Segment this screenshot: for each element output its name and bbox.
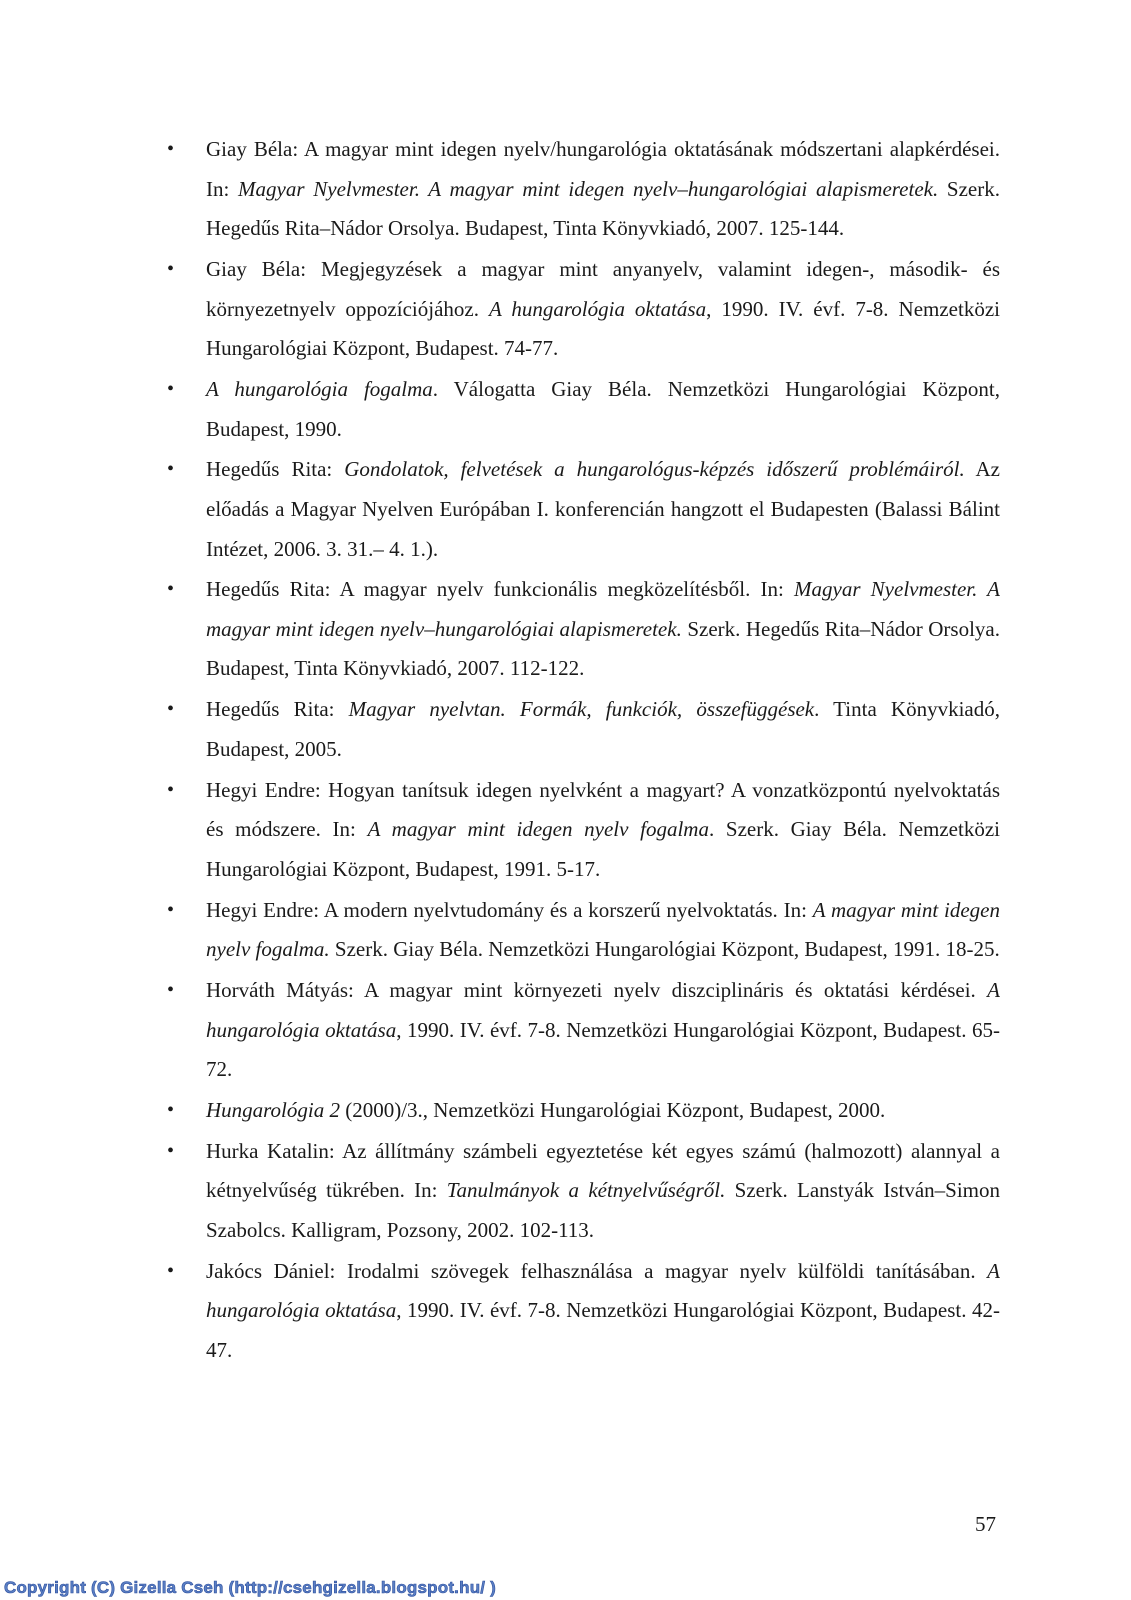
bibliography-entry [167, 891, 1000, 970]
bullet-icon: • [167, 698, 175, 721]
entry-text: Hegyi Endre: Hogyan tanítsuk idegen nyelvként a magyart? A vonzatközpontú nyelvoktatás és módszere. In: [206, 777, 1000, 842]
entry-text: Giay Béla: A magyar mint idegen nyelv/hungarológia oktatásának módszertani alapkérdései. In: [206, 137, 1000, 201]
bibliography-list [167, 130, 1000, 1372]
entry-text: Hegedűs Rita: A magyar nyelv funkcionális megközelítésből. In: [206, 577, 795, 602]
copyright-watermark: Copyright (C) Gizella Cseh (http://csehgizella.blogspot.hu/ ) [4, 1578, 496, 1597]
bibliography-entry [167, 771, 1000, 890]
page-number: 57 [975, 1512, 996, 1536]
entry-text: Giay Béla: Megjegyzések a magyar mint anyanyelv, valamint idegen-, második- és környezetnyelv oppozíciójához. [206, 256, 1000, 321]
entry-title: Tanulmányok a kétnyelvűségről. [446, 1178, 726, 1203]
entry-title: Hungarológia 2 [206, 1097, 340, 1122]
bullet-icon: • [167, 1139, 175, 1162]
entry-text: . Tinta Könyvkiadó, Budapest, 2005. [206, 697, 1001, 761]
entry-text: Az előadás a Magyar Nyelven Európában I. konferencián hangzott el Budapesten (Balassi Bálint Intézet, 2006. 3. 31.– 4. 1.). [206, 457, 1001, 561]
entry-title: A magyar mint idegen nyelv fogalma [367, 817, 709, 842]
entry-title: Magyar nyelvtan. Formák, funkciók, összefüggések [348, 697, 815, 722]
bibliography-entry [167, 250, 1000, 369]
bullet-icon: • [167, 138, 175, 160]
bibliography-entry [167, 370, 1000, 449]
bullet-icon: • [167, 898, 175, 921]
entry-text: , 1990. IV. évf. 7-8. Nemzetközi Hungarológiai Központ, Budapest. 42-47. [206, 1298, 1000, 1362]
entry-text: Szerk. Hegedűs Rita–Nádor Orsolya. Budapest, Tinta Könyvkiadó, 2007. 125-144. [206, 176, 1000, 241]
entry-title: Magyar Nyelvmester. A magyar mint idegen nyelv–hungarológiai alapismeretek. [238, 176, 939, 201]
entry-text: , 1990. IV. évf. 7-8. Nemzetközi Hungarológiai Központ, Budapest. 65-72. [206, 1017, 1000, 1082]
bullet-icon: • [167, 778, 175, 801]
bullet-icon: • [167, 1259, 175, 1282]
bibliography-entry [167, 971, 1000, 1090]
entry-text: Hegyi Endre: A modern nyelvtudomány és a korszerű nyelvoktatás. In: [206, 897, 813, 922]
entry-text: Szerk. Lanstyák István–Simon Szabolcs. Kalligram, Pozsony, 2002. 102-113. [206, 1178, 1000, 1242]
entry-text: Horváth Mátyás: A magyar mint környezeti nyelv diszciplináris és oktatási kérdései. [206, 977, 988, 1002]
bibliography-entry [167, 570, 1000, 689]
entry-text: Hegedűs Rita: [206, 457, 345, 482]
entry-title: Gondolatok, felvetések a hungarológus-képzés időszerű problémáiról. [344, 457, 965, 482]
entry-text: Szerk. Giay Béla. Nemzetközi Hungarológiai Központ, Budapest, 1991. 18-25. [329, 937, 1000, 962]
bullet-icon: • [167, 578, 175, 601]
entry-text: Hegedűs Rita: [206, 697, 349, 722]
entry-text: . Válogatta Giay Béla. Nemzetközi Hungarológiai Központ, Budapest, 1990. [206, 376, 1000, 441]
bullet-icon: • [167, 978, 175, 1001]
bibliography-entry [167, 1091, 1000, 1131]
bibliography-entry [167, 1132, 1000, 1251]
entry-title: A hungarológia oktatása [206, 1258, 1000, 1323]
bibliography-entry [167, 1252, 1000, 1371]
bibliography-entry [167, 690, 1000, 769]
entry-title: A magyar mint idegen nyelv fogalma. [206, 897, 1000, 962]
bullet-icon: • [167, 257, 175, 280]
entry-title: A hungarológia oktatása [488, 296, 707, 321]
entry-text: Hurka Katalin: Az állítmány számbeli egyeztetése két egyes számú (halmozott) alannyal a kétnyelvűség tükrében. In: [206, 1138, 1000, 1203]
entry-title: A hungarológia oktatása [206, 977, 1000, 1042]
entry-text: Jakócs Dániel: Irodalmi szövegek felhasználása a magyar nyelv külföldi tanításában. [206, 1258, 988, 1283]
bullet-icon: • [167, 377, 175, 400]
bibliography-entry [167, 130, 1000, 249]
bullet-icon: • [167, 458, 175, 481]
entry-text: Szerk. Hegedűs Rita–Nádor Orsolya. Budapest, Tinta Könyvkiadó, 2007. 112-122. [206, 616, 1000, 681]
bibliography-entry [167, 450, 1000, 569]
entry-text: . Szerk. Giay Béla. Nemzetközi Hungarológiai Központ, Budapest, 1991. 5-17. [206, 817, 1000, 881]
entry-title: Magyar Nyelvmester. A magyar mint idegen nyelv–hungarológiai alapismeretek. [206, 577, 1000, 641]
entry-text: , 1990. IV. évf. 7-8. Nemzetközi Hungarológiai Központ, Budapest. 74-77. [206, 296, 1000, 361]
entry-text: (2000)/3., Nemzetközi Hungarológiai Központ, Budapest, 2000. [339, 1097, 886, 1122]
entry-title: A hungarológia fogalma [206, 376, 433, 401]
bullet-icon: • [167, 1098, 175, 1121]
